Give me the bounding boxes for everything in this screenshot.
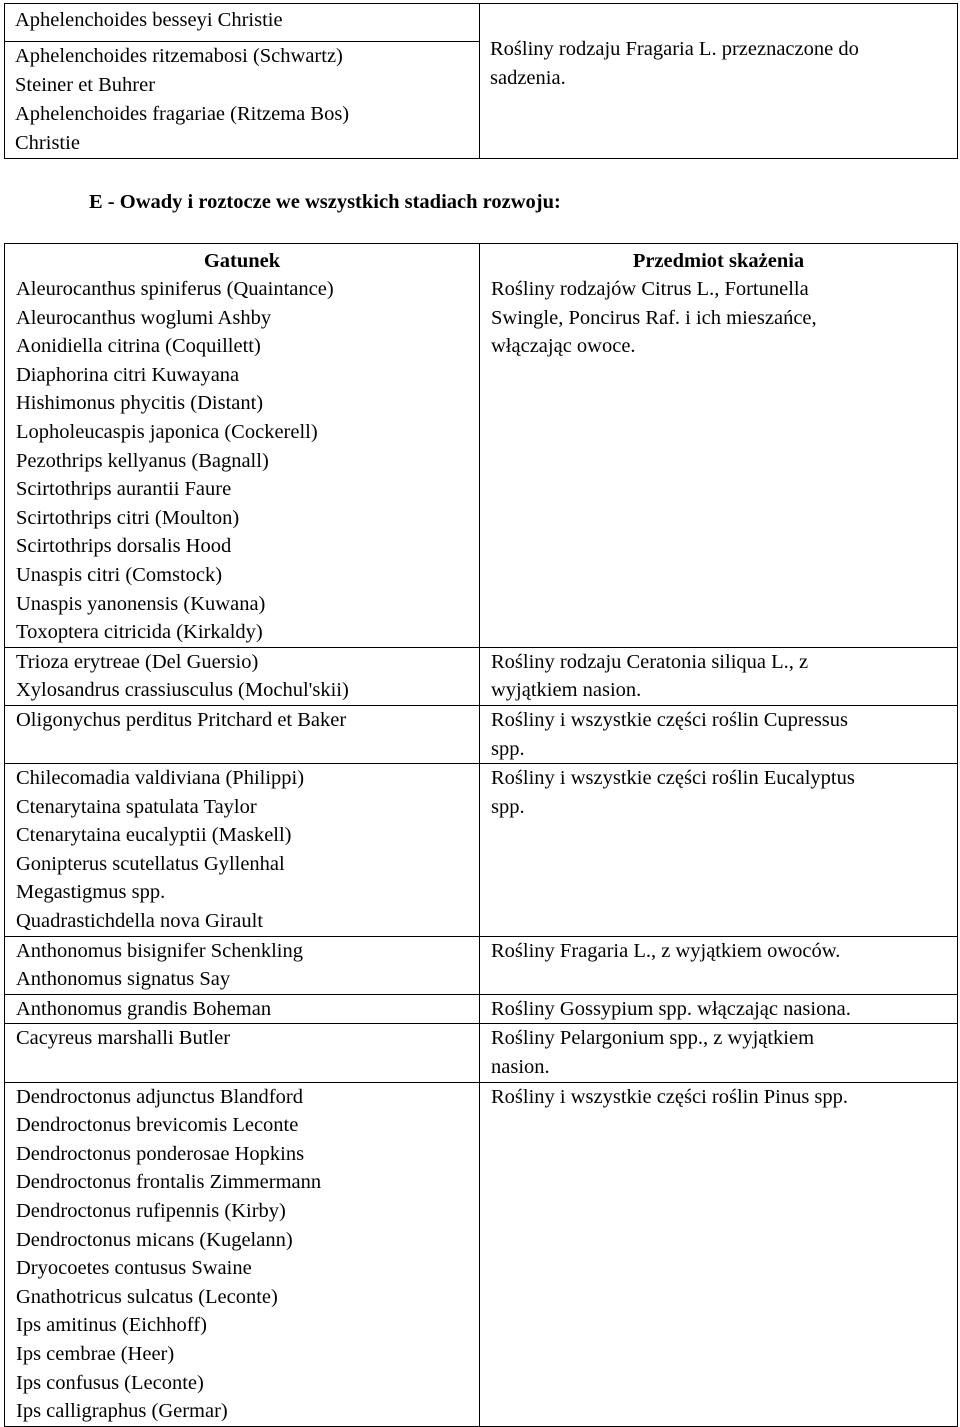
species-line: Dryocoetes contusus Swaine	[16, 1257, 252, 1280]
species-cell	[5, 705, 480, 763]
species-line: Ips confusus (Leconte)	[16, 1371, 204, 1394]
table-row	[5, 647, 958, 705]
subject-line: sadzenia.	[490, 67, 566, 89]
subject-line: Rośliny i wszystkie części roślin Eucalyptus	[491, 767, 855, 790]
species-line: Ips cembrae (Heer)	[16, 1342, 175, 1365]
species-cell	[5, 4, 480, 42]
table-row	[5, 1082, 958, 1426]
species-line: Aphelenchoides ritzemabosi (Schwartz)	[15, 45, 343, 67]
species-line: Chilecomadia valdiviana (Philippi)	[16, 767, 305, 790]
subject-line: spp.	[491, 795, 525, 818]
subject-line: Rośliny i wszystkie części roślin Cupressus	[491, 708, 849, 731]
species-line: Aonidiella citrina (Coquillett)	[16, 335, 261, 358]
species-line: Gnathotricus sulcatus (Leconte)	[16, 1285, 278, 1308]
subject-cell	[480, 1082, 958, 1426]
species-line: Ips amitinus (Eichhoff)	[16, 1314, 207, 1337]
subject-cell	[480, 4, 958, 159]
species-line: Scirtothrips dorsalis Hood	[16, 535, 232, 558]
species-line: Anthonomus grandis Boheman	[16, 997, 272, 1020]
species-line: Quadrastichdella nova Girault	[16, 910, 264, 933]
species-line: Ctenarytaina eucalyptii (Maskell)	[16, 824, 292, 847]
table-row	[5, 764, 958, 937]
species-line: Aphelenchoides fragariae (Ritzema Bos)	[15, 103, 350, 125]
subject-line: Rośliny rodzajów Citrus L., Fortunella	[491, 278, 809, 300]
species-line: Dendroctonus micans (Kugelann)	[16, 1228, 293, 1251]
species-line: Dendroctonus ponderosae Hopkins	[16, 1142, 305, 1165]
subject-cell	[480, 705, 958, 763]
subject-line: spp.	[491, 737, 525, 760]
subject-line: nasion.	[491, 1056, 550, 1079]
species-cell	[5, 42, 480, 159]
subject-line: Rośliny i wszystkie części roślin Pinus spp.	[491, 1085, 849, 1108]
species-line: Steiner et Buhrer	[15, 74, 156, 96]
subject-cell	[480, 647, 958, 705]
table-row	[5, 244, 958, 648]
species-line: Ips calligraphus (Germar)	[16, 1400, 228, 1423]
species-line: Pezothrips kellyanus (Bagnall)	[16, 449, 269, 472]
subject-line: Rośliny rodzaju Fragaria L. przeznaczone do	[490, 38, 859, 60]
species-line: Trioza erytreae (Del Guersio)	[16, 650, 259, 673]
species-line: Scirtothrips aurantii Faure	[16, 478, 232, 501]
species-line: Cacyreus marshalli Butler	[16, 1027, 231, 1050]
subject-cell	[480, 1024, 958, 1082]
species-cell	[5, 764, 480, 937]
main-table	[4, 243, 958, 1427]
species-cell	[5, 1024, 480, 1082]
table-row	[5, 994, 958, 1024]
column-header-subject: Przedmiot skażenia	[632, 250, 805, 272]
subject-line: wyjątkiem nasion.	[491, 679, 642, 702]
species-line: Unaspis yanonensis (Kuwana)	[16, 592, 266, 615]
table-row	[5, 936, 958, 994]
species-line: Dendroctonus brevicomis Leconte	[16, 1114, 299, 1137]
species-line: Toxoptera citricida (Kirkaldy)	[16, 621, 263, 644]
species-line: Unaspis citri (Comstock)	[16, 563, 223, 586]
species-cell	[5, 244, 480, 648]
table-row	[5, 705, 958, 763]
species-line: Megastigmus spp.	[16, 881, 166, 904]
species-line: Aphelenchoides besseyi Christie	[15, 9, 283, 31]
species-line: Xylosandrus crassiusculus (Mochul'skii)	[16, 679, 349, 702]
section-heading: E - Owady i roztocze we wszystkich stadiach rozwoju:	[89, 191, 561, 213]
subject-line: włączając owoce.	[491, 335, 636, 358]
table-row	[5, 4, 958, 42]
species-line: Diaphorina citri Kuwayana	[16, 363, 240, 386]
species-line: Lopholeucaspis japonica (Cockerell)	[16, 420, 318, 443]
species-line: Christie	[15, 132, 80, 154]
species-line: Scirtothrips citri (Moulton)	[16, 506, 240, 529]
species-line: Ctenarytaina spatulata Taylor	[16, 795, 257, 818]
subject-line: Rośliny Pelargonium spp., z wyjątkiem	[491, 1027, 815, 1050]
subject-cell	[480, 994, 958, 1024]
subject-line: Rośliny rodzaju Ceratonia siliqua L., z	[491, 650, 809, 673]
subject-line: Rośliny Fragaria L., z wyjątkiem owoców.	[491, 939, 841, 962]
top-table	[4, 3, 958, 159]
species-cell	[5, 994, 480, 1024]
species-line: Aleurocanthus woglumi Ashby	[16, 306, 272, 329]
column-header-species: Gatunek	[203, 250, 281, 272]
table-row	[5, 1024, 958, 1082]
species-line: Dendroctonus adjunctus Blandford	[16, 1085, 303, 1108]
species-line: Hishimonus phycitis (Distant)	[16, 392, 264, 415]
species-line: Anthonomus bisignifer Schenkling	[16, 939, 303, 962]
species-line: Dendroctonus rufipennis (Kirby)	[16, 1200, 286, 1222]
subject-line: Swingle, Poncirus Raf. i ich mieszańce,	[491, 306, 817, 329]
species-cell	[5, 647, 480, 705]
species-cell	[5, 1082, 480, 1426]
species-line: Aleurocanthus spiniferus (Quaintance)	[16, 278, 334, 300]
species-line: Anthonomus signatus Say	[16, 968, 231, 991]
species-line: Dendroctonus frontalis Zimmermann	[16, 1171, 322, 1194]
subject-line: Rośliny Gossypium spp. włączając nasiona.	[491, 997, 851, 1020]
subject-cell	[480, 764, 958, 937]
species-cell	[5, 936, 480, 994]
species-line: Gonipterus scutellatus Gyllenhal	[16, 852, 285, 875]
species-line: Oligonychus perditus Pritchard et Baker	[16, 708, 347, 731]
subject-cell	[480, 936, 958, 994]
subject-cell	[480, 244, 958, 648]
